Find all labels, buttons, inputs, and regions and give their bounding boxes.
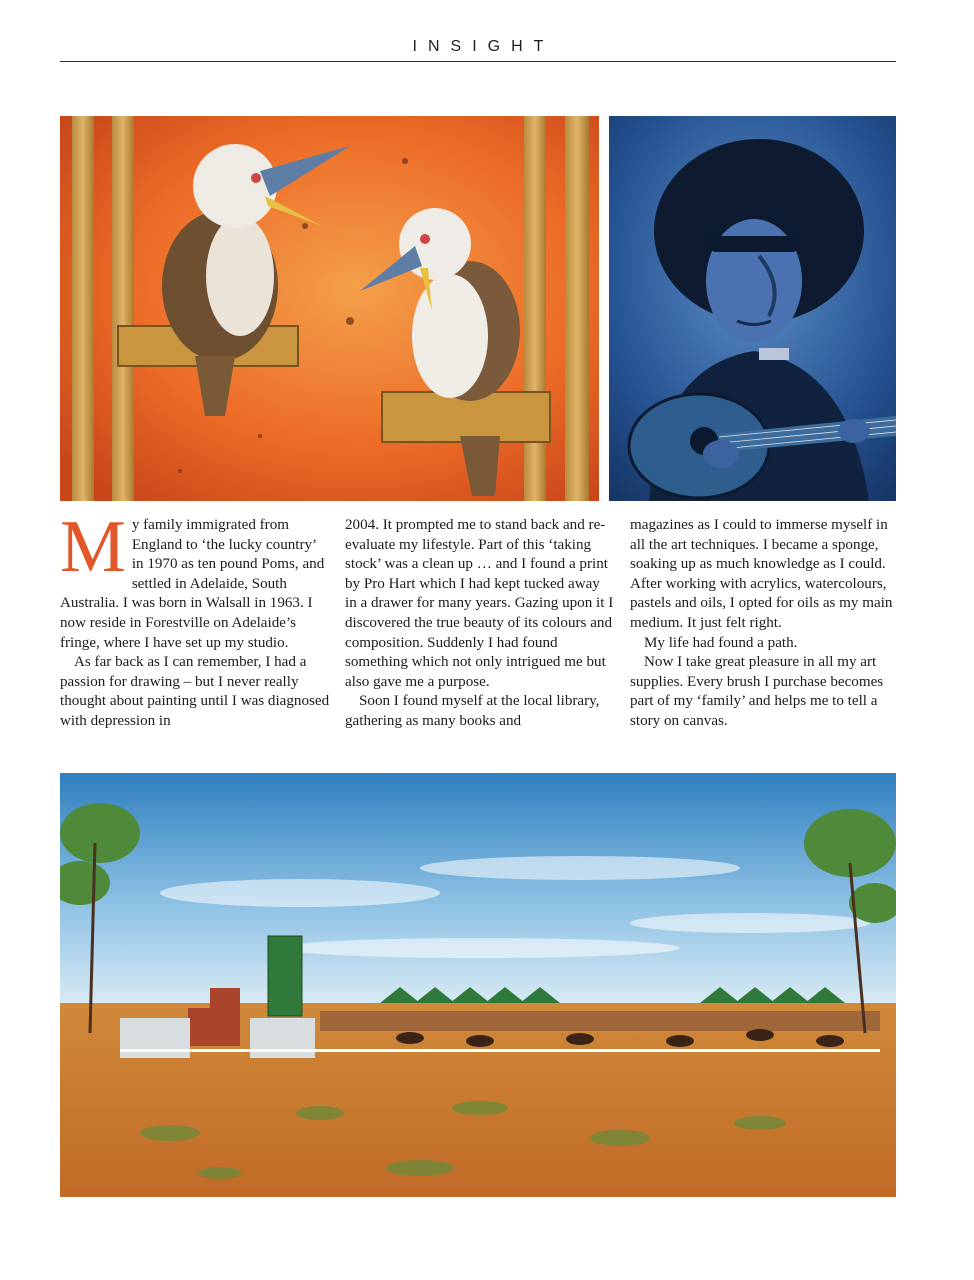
article-column-2: [345, 516, 615, 732]
painting-kookaburras: [60, 116, 599, 501]
article-paragraph: Now I take great pleasure in all my art supplies. Every brush I purchase becomes part of my ‘family’ and helps me to tell a story on canvas.: [630, 654, 884, 729]
drop-cap: M: [60, 506, 126, 588]
article-paragraph: As far back as I can remember, I had a passion for drawing – but I never really thought about painting until I was diagnosed with depression in: [60, 654, 330, 729]
page-header: [60, 38, 896, 62]
article-column-3: [630, 516, 900, 732]
article-column-1: [60, 506, 330, 732]
painting-guitarist-caricature: [609, 116, 896, 501]
article-text: y family immigrated from England to ‘the lucky country’ in 1970 as ten pound Poms, and settled in Adelaide, South Australia. I was born in Walsall in 1963. I now reside in Forestville on Adelaide’s fringe, where I have set up my studio.: [60, 517, 325, 651]
section-title: INSIGHT: [412, 38, 555, 55]
article-paragraph: 2004. It prompted me to stand back and re-evaluate my lifestyle. Part of this ‘taking stock’ was a clean up … and I found a print by Pro Hart which I had kept tucked away in a drawer for many years. Gazing upon it I discovered the true beauty of its colours and composition. Suddenly I had found something which not only intrigued me but also gave me a purpose.: [345, 517, 614, 690]
article-paragraph: magazines as I could to immerse myself in all the art techniques. I became a sponge, soaking up as much knowledge as I could. After working with acrylics, watercolours, pastels and oils, I opted for oils as my main medium. It just felt right.: [630, 517, 893, 631]
painting-outback-horse-race: [60, 773, 896, 1197]
article-paragraph: My life had found a path.: [644, 634, 798, 651]
article-paragraph: Soon I found myself at the local library, gathering as many books and: [345, 693, 600, 729]
article-paragraph: [60, 506, 330, 653]
